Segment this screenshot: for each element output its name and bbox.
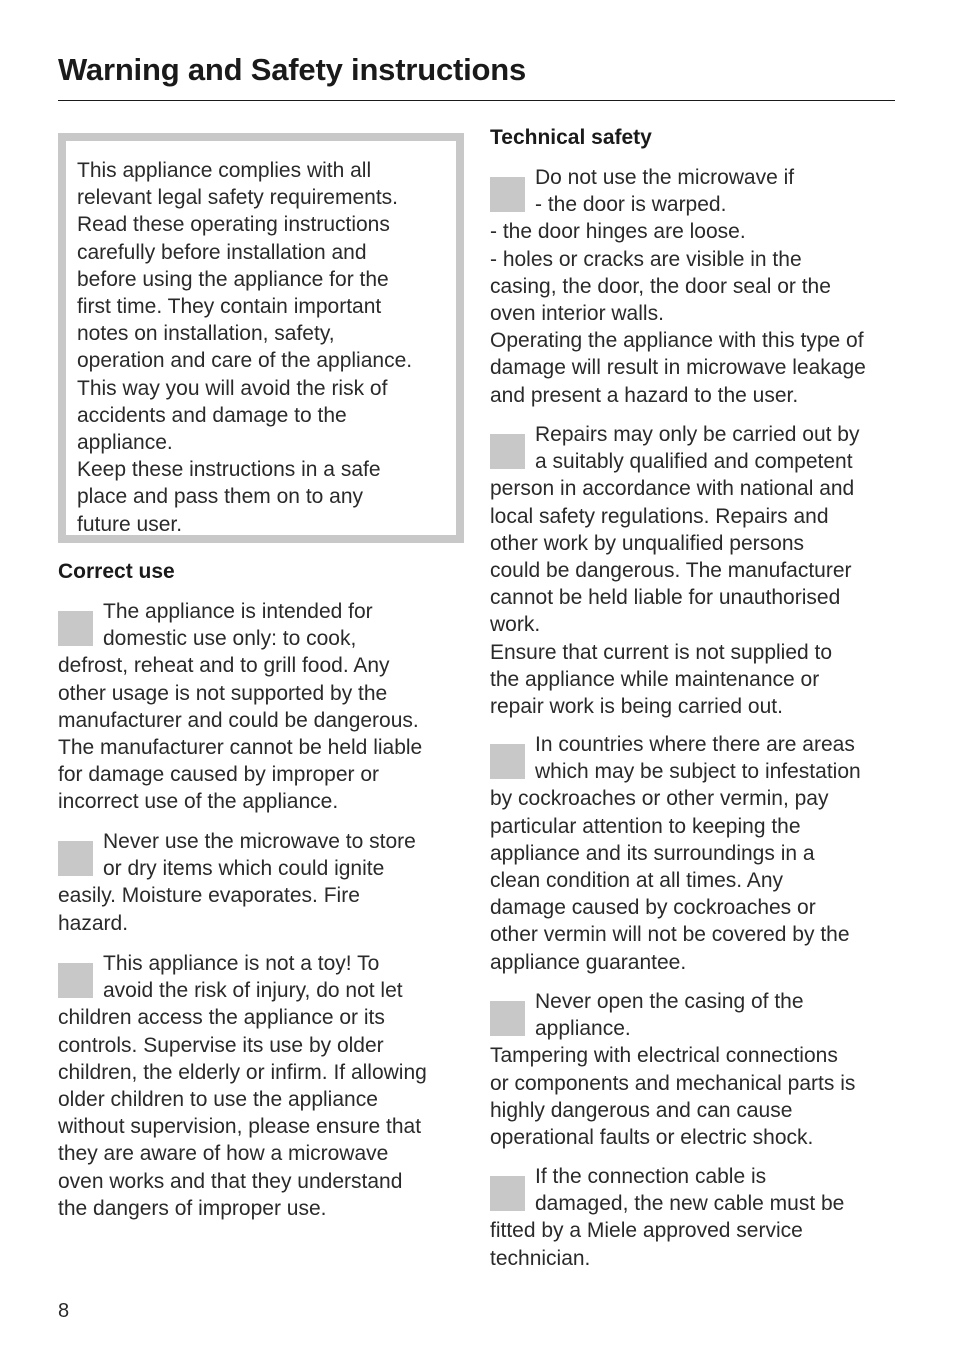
- intro-line: operation and care of the appliance.: [77, 349, 413, 373]
- item-line: work.: [490, 613, 541, 637]
- item-line: Tampering with electrical connections: [490, 1044, 838, 1068]
- intro-line: Keep these instructions in a safe: [77, 458, 381, 482]
- intro-line: before using the appliance for the: [77, 267, 389, 291]
- intro-notice-box: [58, 133, 464, 543]
- item-line: fitted by a Miele approved service: [490, 1219, 803, 1243]
- intro-line: notes on installation, safety,: [77, 322, 335, 346]
- correct-use-item: [58, 950, 468, 1222]
- item-line: older children to use the appliance: [58, 1087, 378, 1111]
- technical-safety-item: [490, 731, 900, 976]
- item-line: appliance.: [535, 1017, 631, 1041]
- item-line: damage will result in microwave leakage: [490, 356, 866, 380]
- intro-notice-text: [66, 141, 456, 535]
- item-line: damaged, the new cable must be: [535, 1192, 845, 1216]
- item-line: - the door is warped.: [535, 193, 727, 217]
- intro-line: Read these operating instructions: [77, 213, 390, 237]
- item-line: Operating the appliance with this type of: [490, 329, 864, 353]
- correct-use-heading: Correct use: [58, 560, 175, 583]
- item-line: oven interior walls.: [490, 301, 664, 325]
- intro-line: relevant legal safety requirements.: [77, 186, 398, 210]
- bullet-square-icon: [490, 1176, 525, 1211]
- correct-use-item: [58, 828, 468, 937]
- item-line: person in accordance with national and: [490, 477, 855, 501]
- item-line: This appliance is not a toy! To: [103, 952, 380, 975]
- technical-safety-item: [490, 988, 900, 1151]
- intro-line: accidents and damage to the: [77, 403, 347, 427]
- page-title: Warning and Safety instructions: [58, 52, 527, 87]
- item-line: - the door hinges are loose.: [490, 220, 746, 244]
- item-line: children access the appliance or its: [58, 1006, 385, 1030]
- item-line: which may be subject to infestation: [535, 760, 861, 784]
- item-line: - holes or cracks are visible in the: [490, 247, 802, 271]
- item-line: technician.: [490, 1246, 591, 1270]
- item-line: and present a hazard to the user.: [490, 383, 799, 407]
- correct-use-item: [58, 598, 468, 816]
- intro-line: appliance.: [77, 431, 173, 455]
- item-line: other vermin will not be covered by the: [490, 923, 850, 947]
- item-line: the appliance while maintenance or: [490, 667, 820, 691]
- item-line: hazard.: [58, 911, 129, 935]
- item-line: the dangers of improper use.: [58, 1196, 327, 1220]
- page-number: 8: [58, 1300, 70, 1322]
- item-line: manufacturer and could be dangerous.: [58, 708, 419, 732]
- item-line: casing, the door, the door seal or the: [490, 274, 831, 298]
- item-line: avoid the risk of injury, do not let: [103, 979, 403, 1003]
- item-line: controls. Supervise its use by older: [58, 1033, 384, 1057]
- item-line: domestic use only: to cook,: [103, 627, 357, 651]
- item-line: appliance and its surroundings in a: [490, 841, 815, 865]
- title-divider: [58, 100, 895, 101]
- item-line: repair work is being carried out.: [490, 694, 783, 718]
- item-line: other work by unqualified persons: [490, 531, 805, 555]
- item-line: highly dangerous and can cause: [490, 1098, 793, 1122]
- item-line: other usage is not supported by the: [58, 681, 388, 705]
- item-line: oven works and that they understand: [58, 1169, 403, 1193]
- item-line: children, the elderly or infirm. If allowing: [58, 1060, 427, 1084]
- bullet-square-icon: [490, 434, 525, 469]
- item-line: or dry items which could ignite: [103, 857, 385, 881]
- item-line: The appliance is intended for: [103, 600, 373, 623]
- item-line: clean condition at all times. Any: [490, 868, 783, 892]
- item-line: The manufacturer cannot be held liable: [58, 735, 423, 759]
- item-line: by cockroaches or other vermin, pay: [490, 787, 829, 811]
- intro-line: future user.: [77, 512, 183, 536]
- bullet-square-icon: [490, 744, 525, 779]
- item-line: appliance guarantee.: [490, 950, 687, 974]
- item-line: incorrect use of the appliance.: [58, 790, 339, 814]
- intro-line: place and pass them on to any: [77, 485, 364, 509]
- intro-line: This way you will avoid the risk of: [77, 376, 388, 400]
- bullet-square-icon: [58, 611, 93, 646]
- item-line: or components and mechanical parts is: [490, 1071, 856, 1095]
- technical-safety-item: [490, 1163, 900, 1272]
- item-line: In countries where there are areas: [535, 733, 855, 756]
- technical-safety-heading: Technical safety: [490, 126, 652, 149]
- bullet-square-icon: [58, 963, 93, 998]
- item-line: If the connection cable is: [535, 1165, 767, 1188]
- item-line: damage caused by cockroaches or: [490, 896, 816, 920]
- item-line: particular attention to keeping the: [490, 814, 801, 838]
- intro-line: first time. They contain important: [77, 295, 382, 319]
- bullet-square-icon: [58, 841, 93, 876]
- item-line: could be dangerous. The manufacturer: [490, 558, 852, 582]
- intro-line: This appliance complies with all: [77, 159, 372, 182]
- item-line: without supervision, please ensure that: [58, 1115, 422, 1139]
- item-line: Never open the casing of the: [535, 990, 804, 1013]
- item-line: for damage caused by improper or: [58, 763, 379, 787]
- item-line: defrost, reheat and to grill food. Any: [58, 654, 390, 678]
- item-line: cannot be held liable for unauthorised: [490, 586, 841, 610]
- bullet-square-icon: [490, 177, 525, 212]
- item-line: local safety regulations. Repairs and: [490, 504, 829, 528]
- technical-safety-item: [490, 421, 900, 720]
- intro-line: carefully before installation and: [77, 240, 367, 264]
- item-line: Do not use the microwave if: [535, 166, 795, 189]
- technical-safety-item: [490, 164, 900, 409]
- item-line: Ensure that current is not supplied to: [490, 640, 833, 664]
- item-line: a suitably qualified and competent: [535, 450, 853, 474]
- item-line: Never use the microwave to store: [103, 830, 416, 853]
- item-line: operational faults or electric shock.: [490, 1125, 814, 1149]
- bullet-square-icon: [490, 1001, 525, 1036]
- item-line: Repairs may only be carried out by: [535, 423, 860, 446]
- item-line: they are aware of how a microwave: [58, 1142, 389, 1166]
- item-line: easily. Moisture evaporates. Fire: [58, 884, 360, 908]
